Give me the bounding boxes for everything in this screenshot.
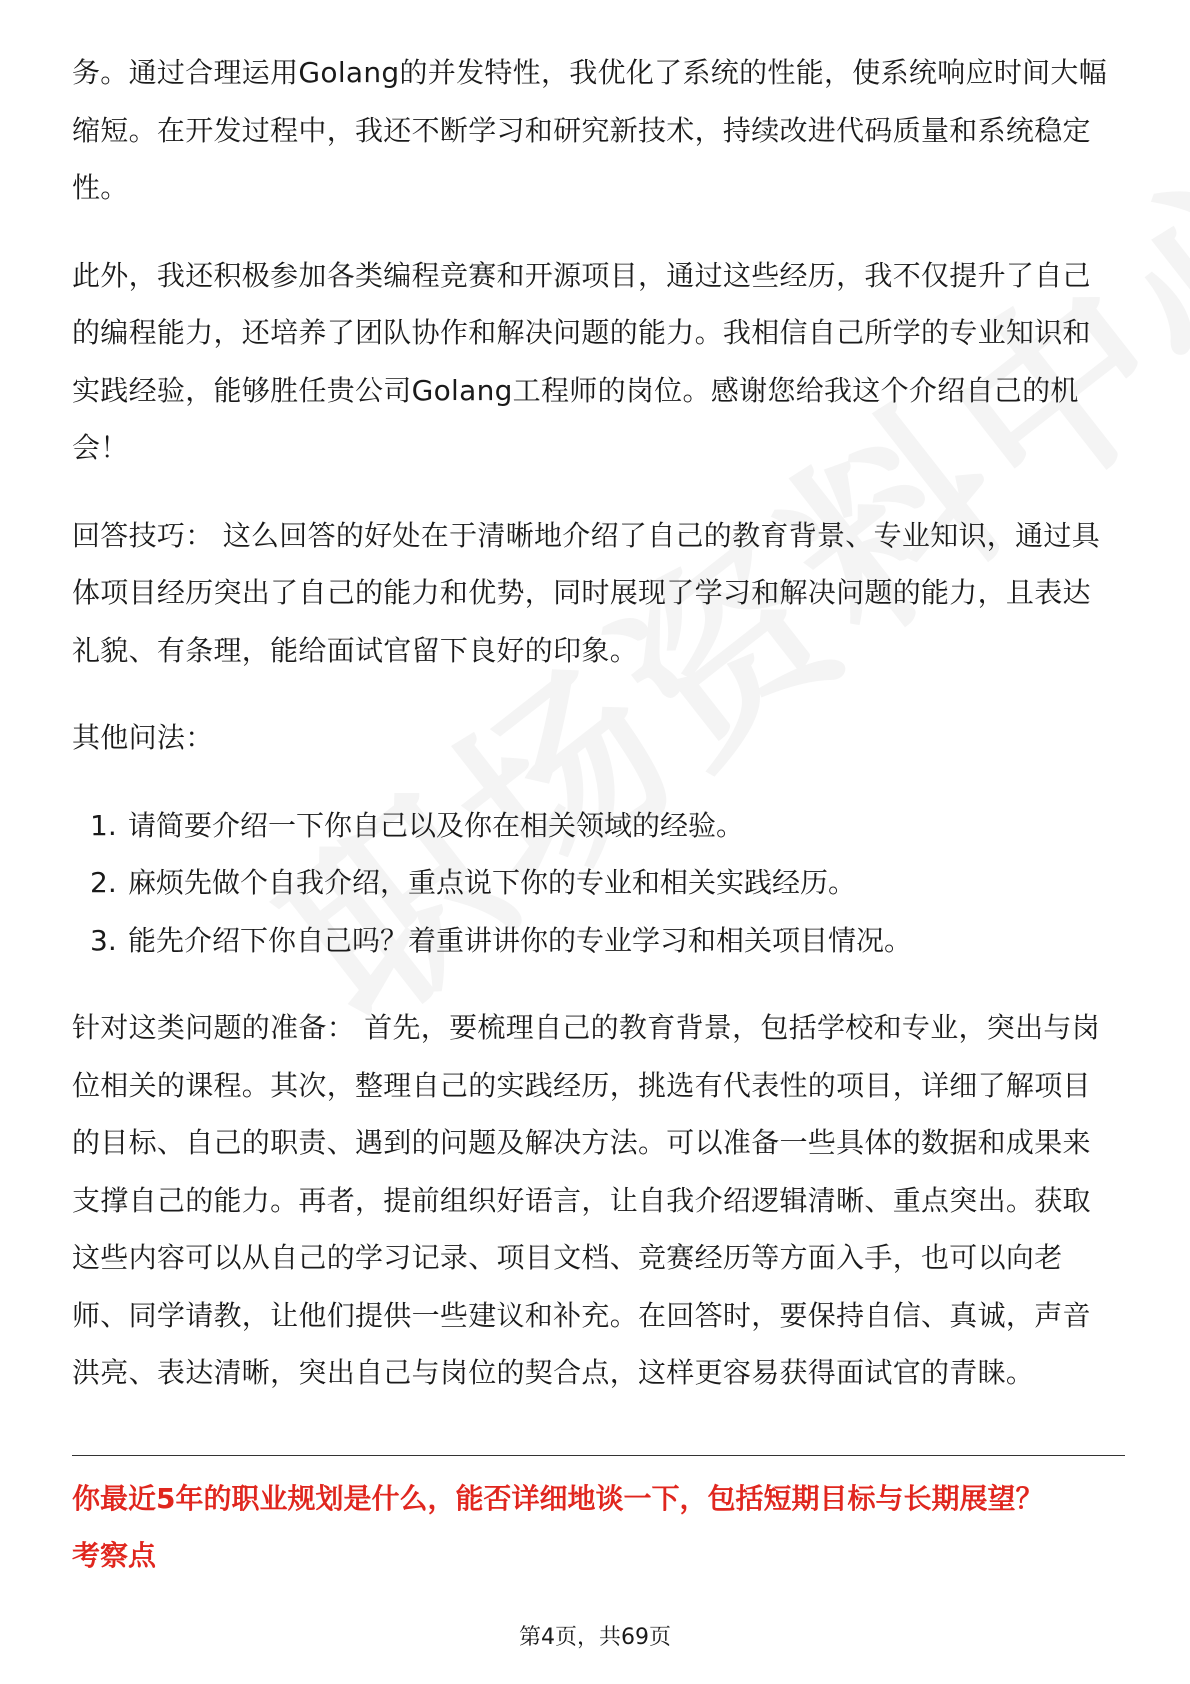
paragraph-answer-tips: 回答技巧： 这么回答的好处在于清晰地介绍了自己的教育背景、专业知识，通过具体项目经历突出了自己的能力和优势，同时展现了学习和解决问题的能力，且表达礼貌、有条理，能给面试官留下良好的印象。 <box>72 518 1101 667</box>
list-item-number: 3. <box>90 923 117 957</box>
page-content <box>72 44 1118 1402</box>
list-item-text: 能先介绍下你自己吗？着重讲讲你的专业学习和相关项目情况。 <box>128 923 913 957</box>
list-item-text: 麻烦先做个自我介绍，重点说下你的专业和相关实践经历。 <box>128 866 857 899</box>
list-item <box>90 912 1118 970</box>
section-divider <box>72 1455 1125 1456</box>
next-question-subhead: 考察点 <box>72 1539 157 1572</box>
list-item-number: 2. <box>90 866 117 899</box>
paragraph-intro-continued: 务。通过合理运用Golang的并发特性，我优化了系统的性能，使系统响应时间大幅缩短。在开发过程中，我还不断学习和研究新技术，持续改进代码质量和系统稳定性。 <box>72 56 1107 204</box>
alternative-questions-list <box>72 797 1118 970</box>
next-question-title: 你最近5年的职业规划是什么，能否详细地谈一下，包括短期目标与长期展望？ <box>72 1482 1044 1515</box>
paragraph-other-phrasings-heading: 其他问法： <box>72 721 214 754</box>
list-item-number: 1. <box>90 808 117 842</box>
list-item <box>90 797 1118 855</box>
page-footer: 第4页，共69页 <box>519 1625 671 1650</box>
paragraph-extra-experience: 此外，我还积极参加各类编程竞赛和开源项目，通过这些经历，我不仅提升了自己的编程能力，还培养了团队协作和解决问题的能力。我相信自己所学的专业知识和实践经验，能够胜任贵公司Golang工程师的岗位。感谢您给我这个介绍自己的机会！ <box>72 258 1091 464</box>
paragraph-preparation: 针对这类问题的准备： 首先，要梳理自己的教育背景，包括学校和专业，突出与岗位相关的课程。其次，整理自己的实践经历，挑选有代表性的项目，详细了解项目的目标、自己的职责、遇到的问题及解决方法。可以准备一些具体的数据和成果来支撑自己的能力。再者，提前组织好语言，让自我介绍逻辑清晰、重点突出。获取这些内容可以从自己的学习记录、项目文档、竞赛经历等方面入手，也可以向老师、同学请教，让他们提供一些建议和补充。在回答时，要保持自信、真诚，声音洪亮、表达清晰，突出自己与岗位的契合点，这样更容易获得面试官的青睐。 <box>72 1011 1101 1389</box>
list-item-text: 请简要介绍一下你自己以及你在相关领域的经验。 <box>128 808 745 842</box>
list-item <box>90 854 1118 912</box>
